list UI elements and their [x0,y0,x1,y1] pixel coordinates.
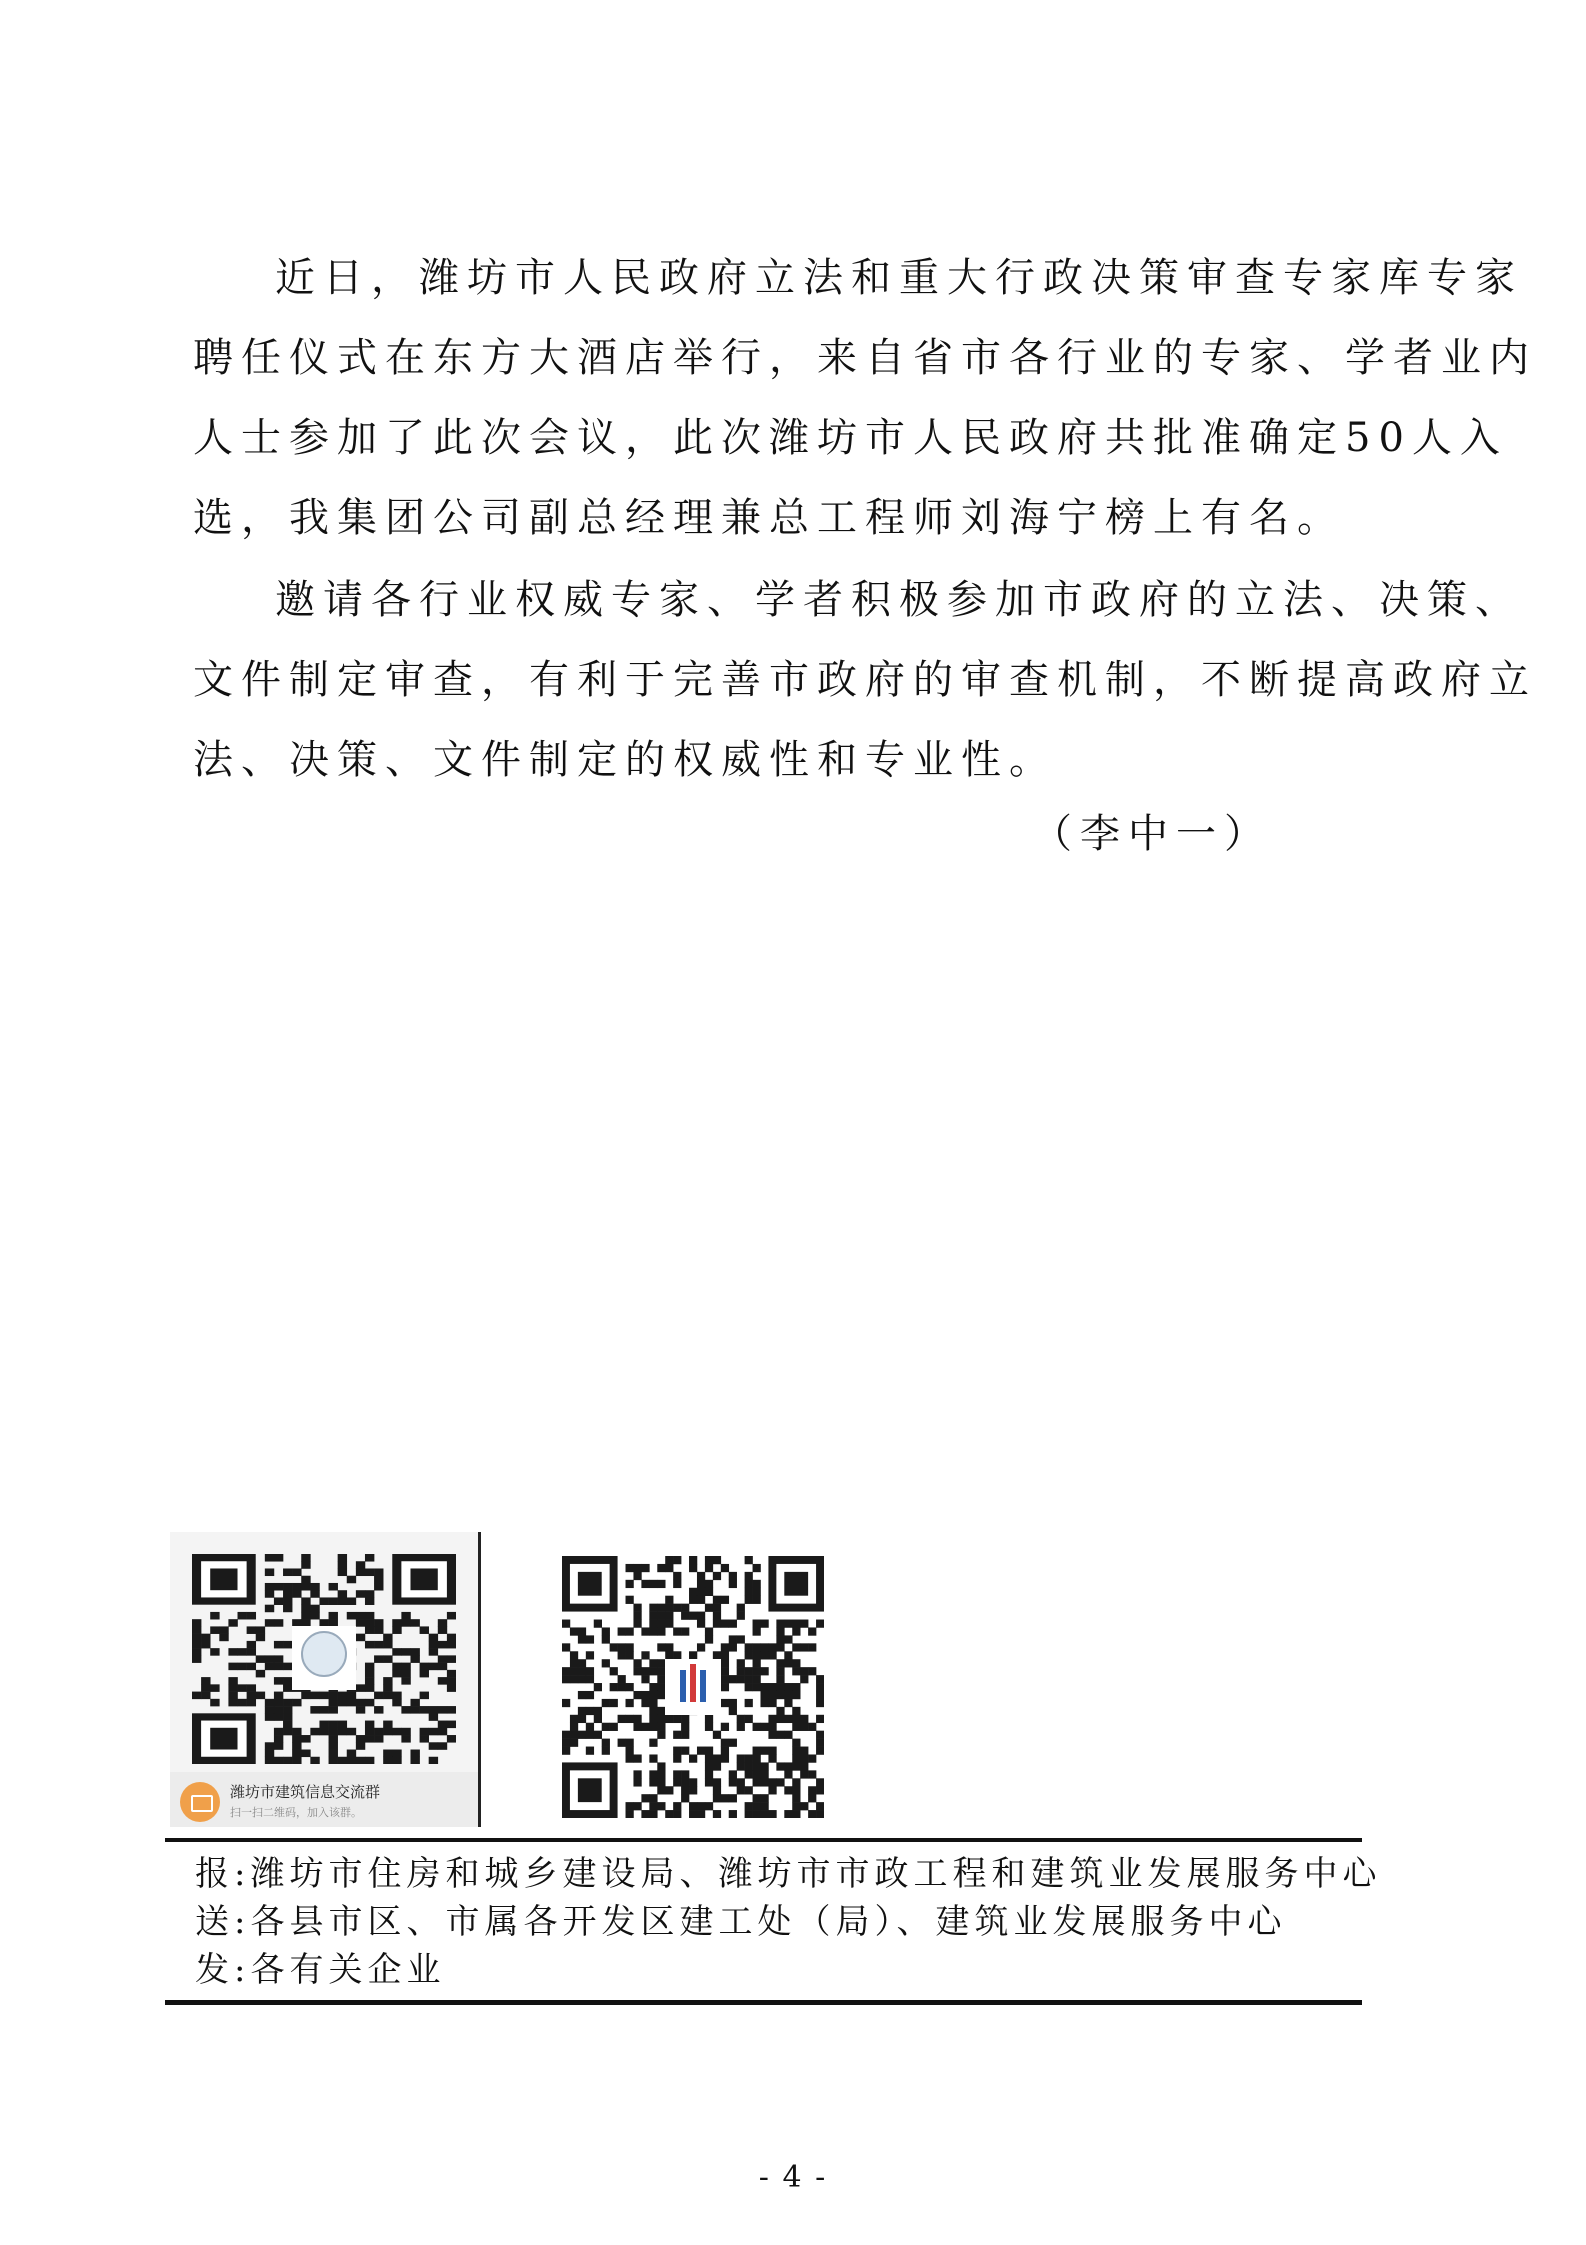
group-qr-code[interactable] [192,1554,456,1764]
issue-label: 发: [195,1950,251,1990]
group-hint: 扫一扫二维码，加入该群。 [230,1806,362,1819]
qr-card-footer [170,1772,478,1827]
paragraph-2-line: 法、决策、文件制定的权威性和专业性。 [193,737,1057,783]
paragraph-2-line: 文件制定审查，有利于完善市政府的审查机制，不断提高政府立 [193,657,1537,703]
issue-text: 各有关企业 [250,1950,446,1990]
copy-text: 各县市区、市属各开发区建工处（局）、建筑业发展服务中心 [250,1902,1287,1942]
distribution-issue [195,1946,1381,1994]
distribution-list [195,1850,1381,1994]
paragraph-2-line: 邀请各行业权威专家、学者积极参加市政府的立法、决策、 [275,577,1523,623]
bottom-rule [165,2000,1362,2005]
distribution-copy [195,1898,1381,1946]
paragraph-1-line: 近日，潍坊市人民政府立法和重大行政决策审查专家库专家 [275,255,1523,301]
group-name: 潍坊市建筑信息交流群 [230,1783,381,1801]
article-author: （李中一） [1032,811,1272,857]
report-label: 报: [195,1854,251,1894]
article-paragraph-1 [193,238,1537,558]
distribution-report [195,1850,1381,1898]
page-number: - 4 - [758,2160,828,2195]
paragraph-1-line: 选，我集团公司副总经理兼总工程师刘海宁榜上有名。 [193,495,1345,541]
report-text: 潍坊市住房和城乡建设局、潍坊市市政工程和建筑业发展服务中心 [250,1854,1382,1894]
group-logo-icon [302,1632,346,1676]
official-qr-code[interactable] [562,1556,824,1818]
wechat-group-qr-card[interactable] [170,1532,481,1827]
article-paragraph-2 [193,560,1537,800]
briefcase-icon [180,1782,220,1822]
top-rule [165,1838,1362,1842]
paragraph-1-line: 人士参加了此次会议，此次潍坊市人民政府共批准确定50人入 [193,415,1508,461]
paragraph-1-line: 聘任仪式在东方大酒店举行，来自省市各行业的专家、学者业内 [193,335,1537,381]
copy-label: 送: [195,1902,251,1942]
